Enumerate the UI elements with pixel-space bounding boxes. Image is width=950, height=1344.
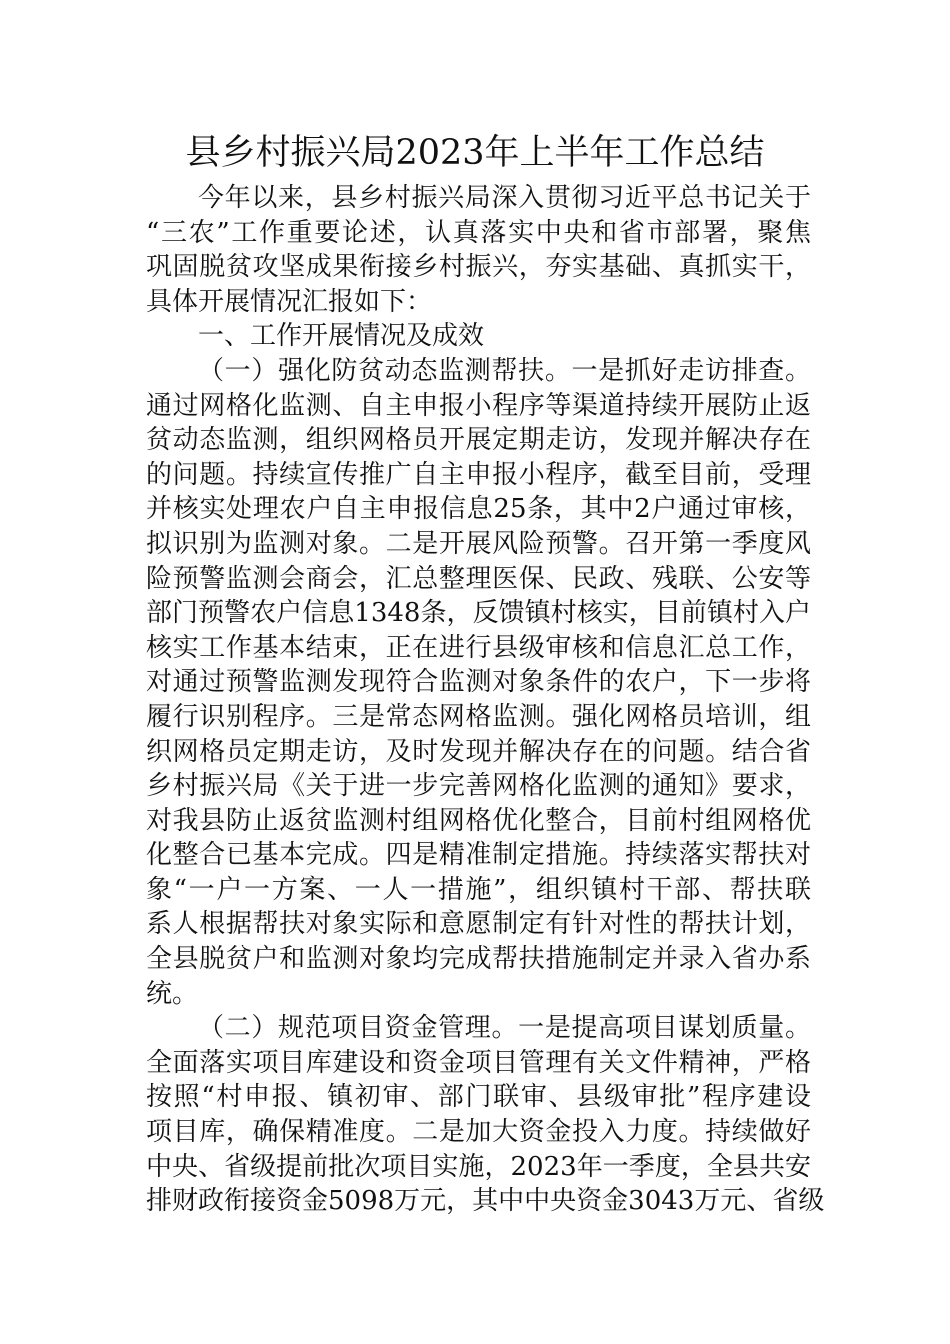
section-heading: 一、工作开展情况及成效 xyxy=(198,321,485,352)
paragraph-line: 今年以来，县乡村振兴局深入贯彻习近平总书记关于 xyxy=(198,183,811,213)
paragraph-line: 项目库，确保精准度。二是加大资金投入力度。持续做好 xyxy=(146,1117,811,1148)
paragraph-line: （二）规范项目资金管理。一是提高项目谋划质量。 xyxy=(198,1013,811,1044)
paragraph-line: 巩固脱贫攻坚成果衔接乡村振兴，夯实基础、真抓实干， xyxy=(146,252,811,283)
paragraph-line: 全面落实项目库建设和资金项目管理有关文件精神，严格 xyxy=(146,1047,811,1078)
paragraph-line: 对通过预警监测发现符合监测对象条件的农户，下一步将 xyxy=(146,667,811,698)
paragraph-line: 拟识别为监测对象。二是开展风险预警。召开第一季度风 xyxy=(146,528,811,559)
paragraph-line: 化整合已基本完成。四是精准制定措施。持续落实帮扶对 xyxy=(146,840,811,871)
paragraph-line: 并核实处理农户自主申报信息25条，其中2户通过审核， xyxy=(146,494,811,525)
document-title: 县乡村振兴局2023年上半年工作总结 xyxy=(185,133,765,173)
paragraph-line: 对我县防止返贫监测村组网格优化整合，目前村组网格优 xyxy=(146,805,811,836)
paragraph-line: 统。 xyxy=(146,978,199,1009)
paragraph-line: （一）强化防贫动态监测帮扶。一是抓好走访排查。 xyxy=(198,355,811,386)
document-body xyxy=(146,181,825,1219)
paragraph-line: 中央、省级提前批次项目实施，2023年一季度，全县共安 xyxy=(146,1151,811,1182)
paragraph-line: 系人根据帮扶对象实际和意愿制定有针对性的帮扶计划， xyxy=(146,909,811,940)
paragraph-line: 乡村振兴局《关于进一步完善网格化监测的通知》要求， xyxy=(146,771,811,802)
paragraph-line: 通过网格化监测、自主申报小程序等渠道持续开展防止返 xyxy=(146,390,811,421)
paragraph-line: 险预警监测会商会，汇总整理医保、民政、残联、公安等 xyxy=(146,563,811,594)
paragraph-line: “三农”工作重要论述，认真落实中央和省市部署，聚焦 xyxy=(146,217,811,248)
paragraph-line: 排财政衔接资金5098万元，其中中央资金3043万元、省级 xyxy=(146,1186,825,1217)
paragraph-line: 部门预警农户信息1348条，反馈镇村核实，目前镇村入户 xyxy=(146,598,811,629)
paragraph-line: 全县脱贫户和监测对象均完成帮扶措施制定并录入省办系 xyxy=(146,944,811,975)
paragraph-line: 织网格员定期走访，及时发现并解决存在的问题。结合省 xyxy=(146,736,811,767)
paragraph-line: 象“一户一方案、一人一措施”，组织镇村干部、帮扶联 xyxy=(146,874,811,905)
paragraph-line: 核实工作基本结束，正在进行县级审核和信息汇总工作， xyxy=(146,632,811,663)
paragraph-line: 的问题。持续宣传推广自主申报小程序，截至目前，受理 xyxy=(146,459,811,490)
paragraph-line: 具体开展情况汇报如下： xyxy=(146,286,433,317)
paragraph-line: 按照“村申报、镇初审、部门联审、县级审批”程序建设 xyxy=(146,1082,811,1113)
paragraph-line: 贫动态监测，组织网格员开展定期走访，发现并解决存在 xyxy=(146,425,811,456)
paragraph-line: 履行识别程序。三是常态网格监测。强化网格员培训，组 xyxy=(146,701,811,732)
